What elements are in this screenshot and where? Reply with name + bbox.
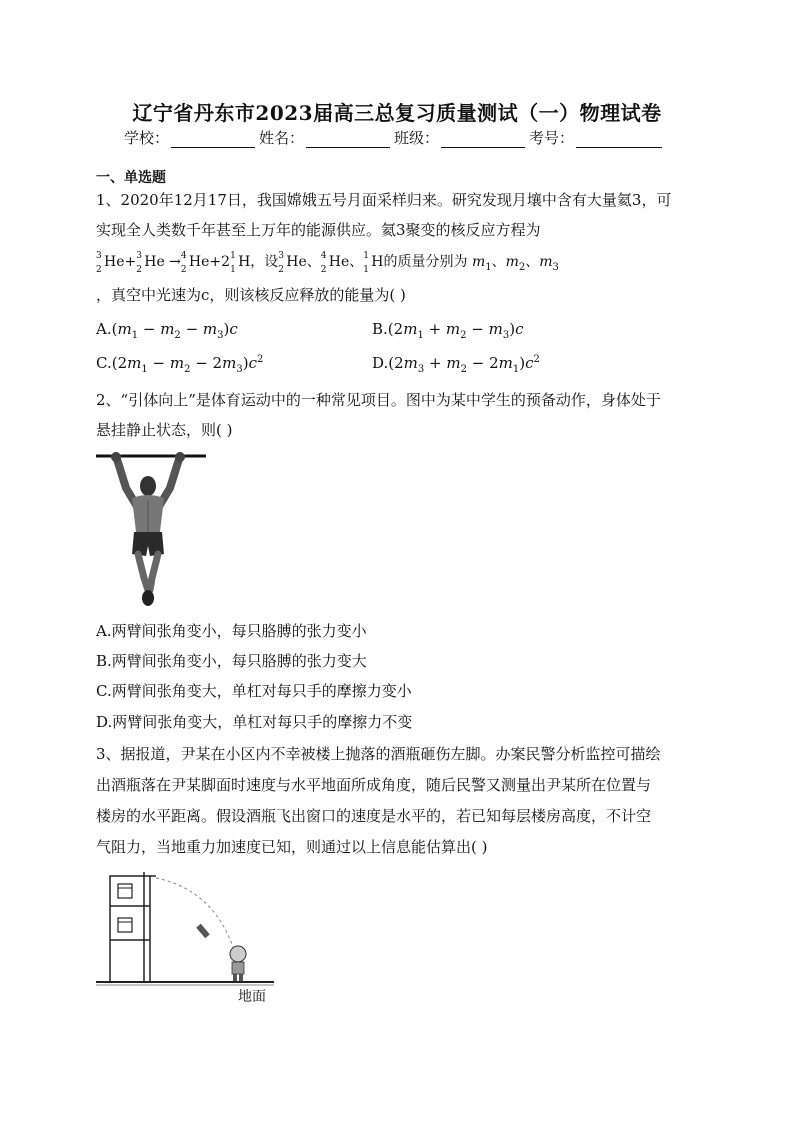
q2-option-b[interactable]: B.两臂间张角变小，每只胳膊的张力变大 bbox=[96, 652, 367, 670]
q1-line4: ，真空中光速为c，则该核反应释放的能量为( ) bbox=[96, 286, 406, 304]
student-info-row bbox=[124, 127, 666, 148]
class-blank[interactable] bbox=[441, 133, 525, 148]
exam-number-blank[interactable] bbox=[576, 133, 662, 148]
q1-eq-tail: ，设 bbox=[250, 254, 279, 270]
q1-option-c[interactable]: $C.(2m_1 - m_2 - 2m_3)c^2$ bbox=[96, 354, 264, 375]
school-blank[interactable] bbox=[171, 133, 255, 148]
q3-line4: 气阻力，当地重力加速度已知，则通过以上信息能估算出( ) bbox=[96, 838, 488, 856]
q1-option-d[interactable]: $D.(2m_3 + m_2 - 2m_1)c^2$ bbox=[372, 354, 540, 375]
class-label: 班级： bbox=[394, 129, 440, 147]
q3-line1: 3、据报道，尹某在小区内不幸被楼上抛落的酒瓶砸伤左脚。办案民警分析监控可描绘 bbox=[96, 745, 661, 763]
q1-equation-line: 3 2 He+ 3 2 He → 4 2 He+2 1 1 H，设 3 2 He、 4 2 He、 1 1 H的质量分别为 $m_1$、$m_2$、$m_3$ bbox=[96, 251, 559, 275]
q1-option-a[interactable]: $A.(m_1 - m_2 - m_3)c$ bbox=[96, 320, 238, 341]
page-title: 辽宁省丹东市2023届高三总复习质量测试（一）物理试卷 bbox=[132, 101, 662, 125]
pull-up-figure bbox=[96, 448, 208, 610]
q2-option-a[interactable]: A.两臂间张角变小，每只胳膊的张力变小 bbox=[96, 622, 367, 640]
q1-option-b[interactable]: $B.(2m_1 + m_2 - m_3)c$ bbox=[372, 320, 524, 341]
q2-line2: 悬挂静止状态，则( ) bbox=[96, 421, 233, 439]
q3-line3: 楼房的水平距离。假设酒瓶飞出窗口的速度是水平的，若已知每层楼房高度，不计空 bbox=[96, 807, 652, 825]
school-label: 学校： bbox=[124, 129, 170, 147]
q1-mass-text: 的质量分别为 bbox=[383, 254, 468, 270]
name-blank[interactable] bbox=[306, 133, 390, 148]
q2-line1: 2、“引体向上”是体育运动中的一种常见项目。图中为某中学生的预备动作，身体处于 bbox=[96, 391, 661, 409]
name-label: 姓名： bbox=[259, 129, 305, 147]
q1-line2: 实现全人类数千年甚至上万年的能源供应。氦3聚变的核反应方程为 bbox=[96, 221, 541, 239]
q1-line1: 1、2020年12月17日，我国嫦娥五号月面采样归来。研究发现月壤中含有大量氦3，可 bbox=[96, 191, 672, 209]
q3-line2: 出酒瓶落在尹某脚面时速度与水平地面所成角度，随后民警又测量出尹某所在位置与 bbox=[96, 776, 652, 794]
exam-number-label: 考号： bbox=[529, 129, 575, 147]
q2-option-d[interactable]: D.两臂间张角变大，单杠对每只手的摩擦力不变 bbox=[96, 713, 413, 731]
section-heading: 一、单选题 bbox=[96, 170, 166, 186]
q2-option-c[interactable]: C.两臂间张角变大，单杠对每只手的摩擦力变小 bbox=[96, 682, 412, 700]
falling-bottle-figure bbox=[96, 872, 276, 990]
ground-label: 地面 bbox=[238, 989, 266, 1005]
